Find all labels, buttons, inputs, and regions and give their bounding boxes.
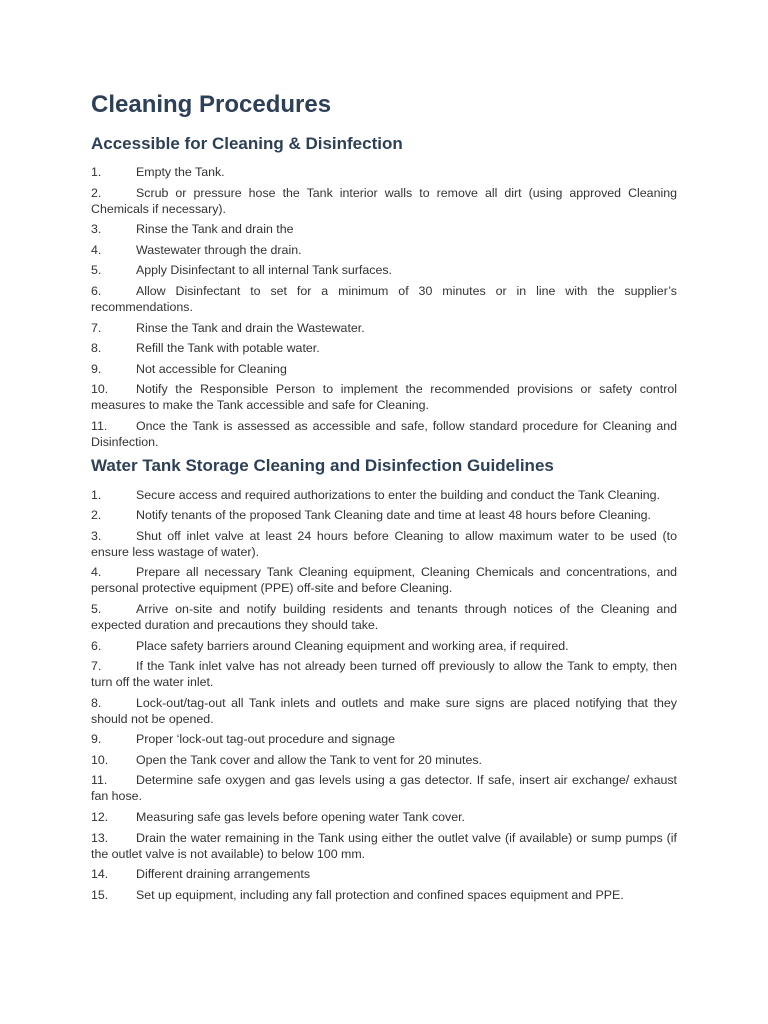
list-item: [91, 752, 677, 768]
item-text: Drain the water remaining in the Tank using either the outlet valve (if available) or sump pumps (if the outlet valve is not available) to below 100 mm.: [91, 830, 677, 861]
item-number: 3.: [91, 222, 102, 237]
item-text: Notify tenants of the proposed Tank Cleaning date and time at least 48 hours before Cleaning.: [136, 508, 652, 523]
list-item: [91, 283, 677, 315]
item-number: 12.: [91, 810, 109, 825]
item-number: 1.: [91, 165, 102, 179]
item-number: 10.: [91, 382, 109, 397]
item-text: Determine safe oxygen and gas levels using a gas detector. If safe, insert air exchange/ exhaust fan hose.: [91, 773, 677, 804]
item-text: Measuring safe gas levels before opening water Tank cover.: [136, 810, 466, 825]
list-item: [91, 242, 677, 258]
item-number: 10.: [91, 752, 109, 767]
list-item: [91, 830, 677, 862]
list-item: [91, 361, 677, 377]
item-text: Allow Disinfectant to set for a minimum of 30 minutes or in line with the supplier’s recommendations.: [91, 283, 677, 314]
section-heading-guidelines: Water Tank Storage Cleaning and Disinfection Guidelines: [91, 455, 554, 475]
list-item: [91, 528, 677, 560]
item-text: Rinse the Tank and drain the: [136, 222, 294, 237]
item-text: Apply Disinfectant to all internal Tank surfaces.: [136, 263, 392, 278]
item-number: 2.: [91, 185, 102, 200]
item-number: 5.: [91, 263, 102, 278]
section-heading-accessible: Accessible for Cleaning & Disinfection: [91, 134, 403, 153]
item-text: Wastewater through the drain.: [136, 242, 302, 257]
item-number: 15.: [91, 887, 109, 902]
item-text: Secure access and required authorizations to enter the building and conduct the Tank Cleaning.: [136, 487, 660, 502]
item-text: Open the Tank cover and allow the Tank to vent for 20 minutes.: [136, 752, 482, 767]
item-text: Arrive on-site and notify building residents and tenants through notices of the Cleaning and expected duration and precautions they should take.: [91, 601, 677, 632]
list-item: [91, 221, 677, 237]
list-item: [91, 772, 677, 804]
list-item: [91, 638, 677, 654]
item-number: 6.: [91, 283, 102, 298]
item-number: 11.: [91, 418, 108, 433]
item-number: 14.: [91, 867, 109, 882]
list-item: [91, 320, 677, 336]
item-text: If the Tank inlet valve has not already been turned off previously to allow the Tank to empty, then turn off the water inlet.: [91, 659, 677, 690]
list-item: [91, 507, 677, 523]
list-item: [91, 866, 677, 882]
list-item: [91, 658, 677, 690]
item-number: 13.: [91, 830, 109, 845]
list-item: [91, 695, 677, 727]
cleaning-steps-list: [91, 164, 677, 450]
list-item: [91, 164, 677, 180]
item-number: 8.: [91, 695, 102, 710]
document-page: [91, 88, 677, 907]
list-item: [91, 601, 677, 633]
list-item: [91, 487, 677, 503]
list-item: [91, 564, 677, 596]
list-item: [91, 381, 677, 413]
item-text: Proper ‘lock-out tag-out procedure and signage: [136, 732, 395, 747]
item-text: Not accessible for Cleaning: [136, 361, 287, 376]
item-text: Lock-out/tag-out all Tank inlets and outlets and make sure signs are placed notifying that they should not be opened.: [91, 695, 677, 726]
item-text: Place safety barriers around Cleaning equipment and working area, if required.: [136, 638, 569, 653]
list-item: [91, 340, 677, 356]
item-number: 5.: [91, 601, 102, 616]
list-item: [91, 887, 677, 903]
page-title: Cleaning Procedures: [91, 91, 332, 118]
item-text: Shut off inlet valve at least 24 hours before Cleaning to allow maximum water to be used (to ensure less wastage of water).: [91, 528, 677, 559]
item-number: 11.: [91, 773, 108, 788]
item-text: Empty the Tank.: [136, 165, 225, 179]
item-number: 3.: [91, 528, 102, 543]
item-text: Set up equipment, including any fall protection and confined spaces equipment and PPE.: [136, 887, 624, 902]
item-number: 4.: [91, 565, 102, 580]
item-text: Scrub or pressure hose the Tank interior walls to remove all dirt (using approved Cleaning Chemicals if necessary).: [91, 185, 677, 216]
guidelines-steps-list: [91, 487, 677, 903]
item-text: Notify the Responsible Person to implement the recommended provisions or safety control measures to make the Tank accessible and safe for Cleaning.: [91, 382, 677, 413]
item-number: 6.: [91, 638, 102, 653]
list-item: [91, 731, 677, 747]
list-item: [91, 262, 677, 278]
item-text: Prepare all necessary Tank Cleaning equipment, Cleaning Chemicals and concentrations, and personal protective equipment (PPE) off-site and before Cleaning.: [91, 565, 677, 596]
list-item: [91, 185, 677, 217]
list-item: [91, 809, 677, 825]
item-number: 7.: [91, 659, 102, 674]
item-text: Rinse the Tank and drain the Wastewater.: [136, 320, 365, 335]
item-number: 9.: [91, 361, 102, 376]
item-number: 8.: [91, 341, 102, 356]
item-text: Refill the Tank with potable water.: [136, 341, 320, 356]
item-number: 7.: [91, 320, 102, 335]
item-number: 9.: [91, 732, 102, 747]
item-number: 4.: [91, 242, 102, 257]
item-text: Different draining arrangements: [136, 867, 311, 882]
item-number: 2.: [91, 508, 102, 523]
item-text: Once the Tank is assessed as accessible and safe, follow standard procedure for Cleaning and Disinfection.: [91, 418, 677, 449]
item-number: 1.: [91, 487, 102, 502]
list-item: [91, 418, 677, 450]
